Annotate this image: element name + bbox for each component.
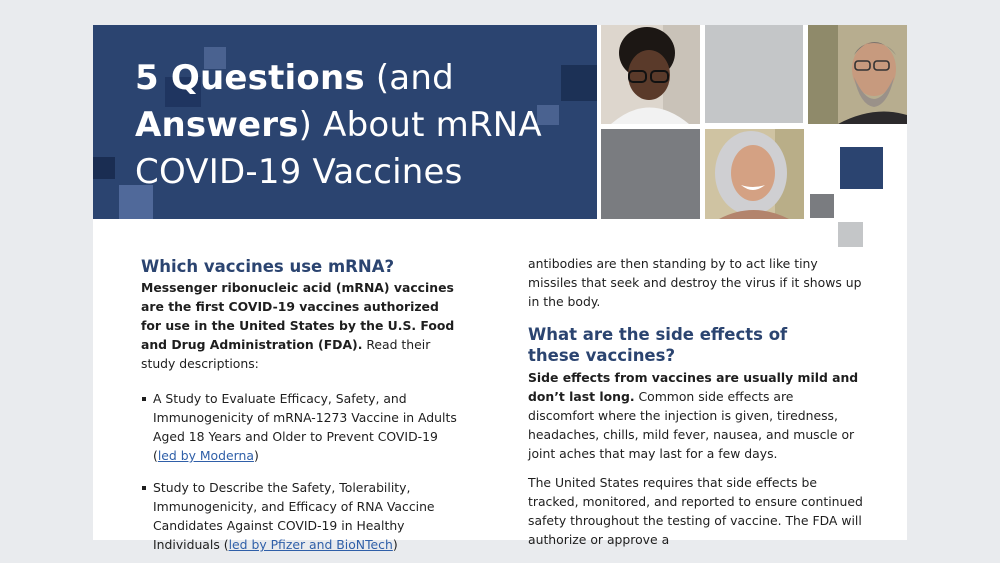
- side-effects-paragraph: Side effects from vaccines are usually mild and don’t last long. Common side effects are discomfort where the injection is given, tiredness, headaches, chills, mild fever, nausea, and muscle or joint aches that may last for a few days.: [528, 370, 859, 461]
- section-heading-which-vaccines: Which vaccines use mRNA?: [141, 257, 395, 276]
- intro-paragraph: Messenger ribonucleic acid (mRNA) vaccines are the first COVID-19 vaccines authorized for use in the United States by the U.S. Food and Drug Administration (FDA). Read their study descriptions:: [141, 280, 455, 371]
- list-item: A Study to Evaluate Efficacy, Safety, and Immunogenicity of mRNA-1273 Vaccine in Adults Aged 18 Years and Older to Prevent COVID-19 (led by Moderna): [141, 389, 461, 465]
- document-page: [93, 25, 907, 552]
- study-list: [141, 389, 461, 554]
- decor-square: [838, 222, 863, 247]
- list-item: Study to Describe the Safety, Tolerability, Immunogenicity, and Efficacy of RNA Vaccine Candidates Against COVID-19 in Healthy Individuals (led by Pfizer and BioNTech): [141, 478, 461, 554]
- section-heading-side-effects: What are the side effects of these vaccines?: [528, 325, 788, 365]
- photo-woman-glasses: [601, 25, 700, 124]
- continued-paragraph: antibodies are then standing by to act like tiny missiles that seek and destroy the virus if it shows up in the body.: [528, 256, 862, 309]
- photo-bearded-man: [808, 25, 907, 124]
- decor-square: [93, 157, 115, 179]
- photo-smiling-woman: [705, 129, 804, 219]
- gray-square: [705, 25, 803, 123]
- tracking-paragraph: The United States requires that side effects be tracked, monitored, and reported to ensure continued safety throughout the testing of vaccine. The FDA will authorize or approve a: [528, 475, 863, 547]
- left-column: [141, 256, 461, 554]
- decor-square: [840, 147, 883, 189]
- moderna-link[interactable]: led by Moderna: [157, 448, 254, 463]
- decor-square: [810, 194, 834, 218]
- pfizer-biontech-link[interactable]: led by Pfizer and BioNTech: [228, 537, 393, 552]
- document-title: 5 Questions (and Answers) About mRNA COVID-19 Vaccines: [135, 58, 542, 192]
- gray-square: [601, 129, 700, 219]
- right-column: [528, 254, 863, 549]
- title-banner: [93, 25, 597, 219]
